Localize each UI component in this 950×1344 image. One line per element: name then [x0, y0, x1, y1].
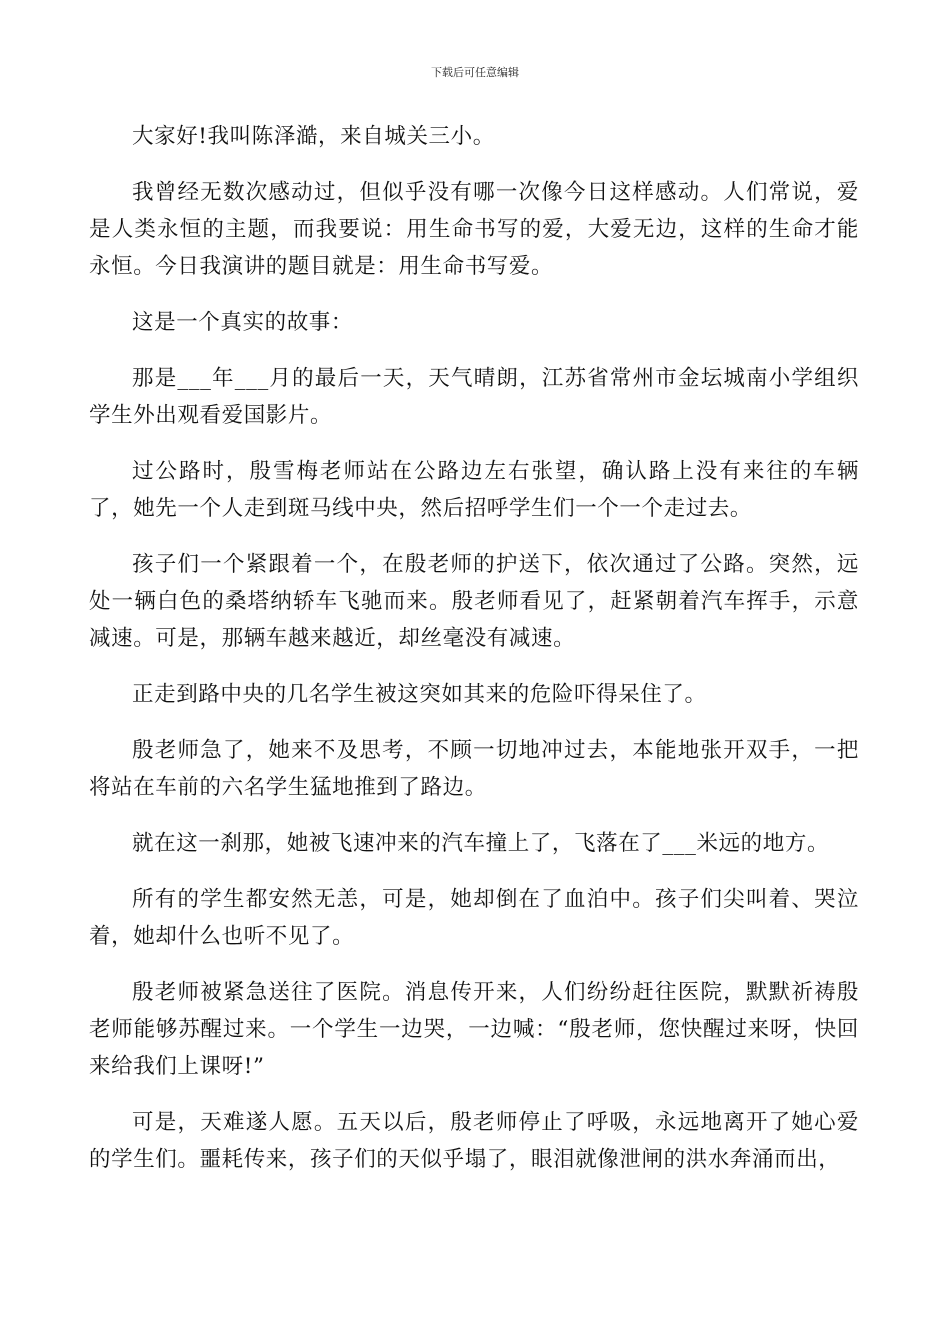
paragraph-greeting: 大家好!我叫陈泽澔，来自城关三小。 — [132, 124, 495, 149]
paragraph-hospital: 殷老师被紧急送往了医院。消息传开来，人们纷纷赶往医院，默默祈祷殷老师能够苏醒过来。一个学生一边哭，一边喊：“殷老师，您快醒过来呀，快回来给我们上课呀!” — [89, 980, 859, 1079]
paragraph-aftermath: 所有的学生都安然无恙，可是，她却倒在了血泊中。孩子们尖叫着、哭泣着，她却什么也听不见了。 — [89, 887, 859, 949]
paragraph-intro: 我曾经无数次感动过，但似乎没有哪一次像今日这样感动。人们常说，爱是人类永恒的主题，而我要说：用生命书写的爱，大爱无边，这样的生命才能永恒。今日我演讲的题目就是：用生命书写爱。 — [89, 180, 859, 279]
paragraph-passing: 可是，天难遂人愿。五天以后，殷老师停止了呼吸，永远地离开了她心爱的学生们。噩耗传来，孩子们的天似乎塌了，眼泪就像泄闸的洪水奔涌而出， — [89, 1110, 859, 1172]
document-body — [89, 118, 859, 1197]
paragraph-car-approach: 孩子们一个紧跟着一个，在殷老师的护送下，依次通过了公路。突然，远处一辆白色的桑塔纳轿车飞驰而来。殷老师看见了，赶紧朝着汽车挥手，示意减速。可是，那辆车越来越近，却丝毫没有减速。 — [89, 552, 859, 651]
paragraph-setting: 那是___年___月的最后一天，天气晴朗，江苏省常州市金坛城南小学组织学生外出观看爱国影片。 — [89, 366, 859, 428]
page-header-note: 下载后可任意编辑 — [431, 66, 519, 79]
paragraph-impact: 就在这一刹那，她被飞速冲来的汽车撞上了，飞落在了___米远的地方。 — [132, 831, 830, 856]
paragraph-story-lead: 这是一个真实的故事： — [132, 310, 354, 335]
paragraph-students-frozen: 正走到路中央的几名学生被这突如其来的危险吓得呆住了。 — [132, 682, 707, 707]
paragraph-rescue: 殷老师急了，她来不及思考，不顾一切地冲过去，本能地张开双手，一把将站在车前的六名学生猛地推到了路边。 — [89, 738, 859, 800]
paragraph-crossing: 过公路时，殷雪梅老师站在公路边左右张望，确认路上没有来往的车辆了，她先一个人走到斑马线中央，然后招呼学生们一个一个走过去。 — [89, 459, 859, 521]
